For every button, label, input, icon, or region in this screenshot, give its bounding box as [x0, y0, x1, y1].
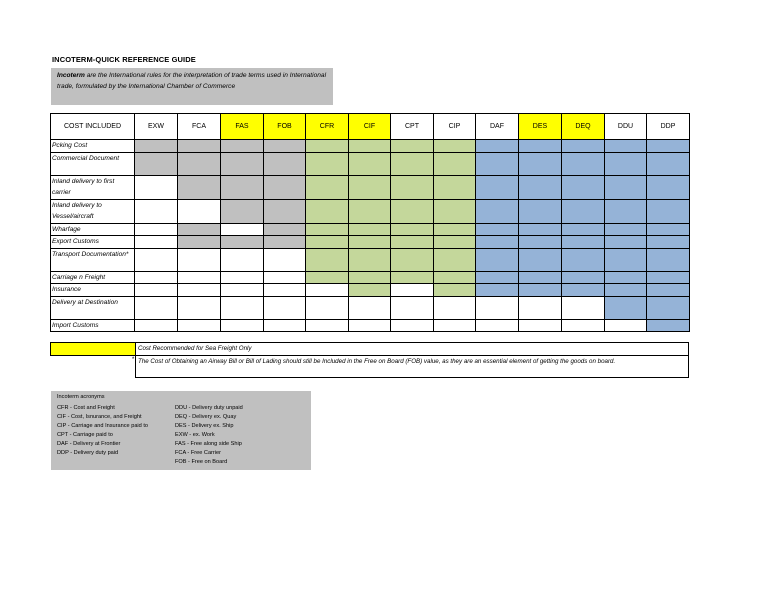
table-cell: [562, 319, 605, 332]
intro-text: are the International rules for the interpretation of trade terms used in International trade, formulated by the International Chamber of Commerce: [57, 72, 327, 90]
table-cell: [562, 199, 605, 223]
table-cell: [476, 140, 519, 153]
table-cell: [476, 152, 519, 175]
table-cell: [647, 319, 690, 332]
table-cell: [647, 271, 690, 284]
table-cell: [562, 296, 605, 319]
acronyms-list-left: [57, 404, 148, 458]
table-cell: [391, 271, 434, 284]
table-cell: [178, 223, 221, 236]
table-cell: [434, 140, 476, 153]
table-cell: [605, 319, 647, 332]
table-cell: [349, 248, 391, 271]
table-cell: [647, 152, 690, 175]
table-cell: [434, 248, 476, 271]
table-cell: [605, 152, 647, 175]
sea-freight-note: Cost Recommended for Sea Freight Only: [136, 343, 689, 356]
table-cell: [135, 319, 178, 332]
header-fas: FAS: [221, 114, 264, 140]
table-cell: [647, 284, 690, 297]
header-fob: FOB: [264, 114, 306, 140]
table-row: [51, 319, 690, 332]
table-cell: [178, 140, 221, 153]
header-ddp: DDP: [647, 114, 690, 140]
table-cell: [178, 236, 221, 249]
table-cell: [135, 296, 178, 319]
table-cell: [221, 319, 264, 332]
table-cell: [605, 248, 647, 271]
row-label: Commercial Document: [51, 152, 135, 175]
table-cell: [434, 152, 476, 175]
table-cell: [306, 271, 349, 284]
table-row: [51, 140, 690, 153]
table-cell: [349, 271, 391, 284]
table-cell: [264, 199, 306, 223]
table-cell: [178, 319, 221, 332]
table-cell: [264, 271, 306, 284]
table-cell: [391, 236, 434, 249]
table-cell: [519, 271, 562, 284]
table-cell: [434, 296, 476, 319]
row-label: Delivery at Destination: [51, 296, 135, 319]
table-cell: [562, 248, 605, 271]
table-cell: [476, 319, 519, 332]
table-cell: [178, 175, 221, 199]
table-cell: [178, 284, 221, 297]
table-cell: [221, 284, 264, 297]
table-cell: [349, 152, 391, 175]
table-cell: [476, 175, 519, 199]
footnote-star: *: [51, 356, 136, 378]
table-cell: [391, 248, 434, 271]
table-cell: [221, 248, 264, 271]
page-title: INCOTERM-QUICK REFERENCE GUIDE: [52, 55, 196, 64]
acronym-item: DAF - Delivery at Frontier: [57, 441, 121, 447]
table-cell: [349, 199, 391, 223]
table-cell: [562, 271, 605, 284]
table-cell: [306, 199, 349, 223]
acronym-item: FCA - Free Carrier: [175, 450, 221, 456]
table-cell: [647, 236, 690, 249]
table-cell: [178, 296, 221, 319]
table-cell: [264, 223, 306, 236]
table-cell: [135, 152, 178, 175]
table-cell: [476, 223, 519, 236]
table-cell: [306, 236, 349, 249]
table-row: [51, 199, 690, 223]
table-cell: [647, 175, 690, 199]
table-cell: [178, 248, 221, 271]
table-cell: [349, 284, 391, 297]
table-cell: [562, 284, 605, 297]
acronym-item: DDU - Delivery duty unpaid: [175, 405, 243, 411]
table-cell: [264, 284, 306, 297]
table-cell: [647, 223, 690, 236]
table-row: [51, 271, 690, 284]
table-cell: [349, 175, 391, 199]
table-cell: [135, 271, 178, 284]
table-cell: [519, 248, 562, 271]
table-cell: [135, 223, 178, 236]
table-cell: [605, 284, 647, 297]
table-cell: [264, 248, 306, 271]
table-cell: [135, 236, 178, 249]
table-cell: [306, 319, 349, 332]
table-cell: [306, 152, 349, 175]
table-cell: [391, 199, 434, 223]
table-cell: [221, 175, 264, 199]
table-cell: [264, 175, 306, 199]
table-cell: [349, 223, 391, 236]
table-cell: [519, 175, 562, 199]
table-row: [51, 284, 690, 297]
table-cell: [391, 175, 434, 199]
acronym-item: FAS - Free along side Ship: [175, 441, 242, 447]
table-cell: [178, 152, 221, 175]
table-cell: [562, 152, 605, 175]
table-row: [51, 152, 690, 175]
table-cell: [135, 284, 178, 297]
table-cell: [264, 152, 306, 175]
row-label: Export Customs: [51, 236, 135, 249]
table-cell: [519, 296, 562, 319]
acronym-item: CIF - Cost, Isnurance, and Freight: [57, 414, 142, 420]
table-cell: [135, 140, 178, 153]
header-exw: EXW: [135, 114, 178, 140]
table-cell: [476, 296, 519, 319]
table-row: [51, 236, 690, 249]
table-cell: [135, 248, 178, 271]
table-cell: [221, 236, 264, 249]
table-cell: [476, 236, 519, 249]
header-ddu: DDU: [605, 114, 647, 140]
table-cell: [221, 199, 264, 223]
table-cell: [434, 199, 476, 223]
acronyms-list-right: [175, 404, 243, 467]
table-cell: [264, 319, 306, 332]
table-cell: [605, 175, 647, 199]
table-cell: [519, 152, 562, 175]
table-cell: [476, 284, 519, 297]
table-cell: [562, 175, 605, 199]
table-cell: [391, 319, 434, 332]
table-row: [51, 175, 690, 199]
row-label: Carriage n Freight: [51, 271, 135, 284]
table-cell: [605, 296, 647, 319]
header-deq: DEQ: [562, 114, 605, 140]
table-cell: [647, 248, 690, 271]
acronyms-header: Incoterm acronyms: [57, 394, 105, 400]
incoterm-table: [50, 113, 690, 332]
table-cell: [434, 236, 476, 249]
table-cell: [434, 284, 476, 297]
notes-table: [50, 342, 689, 378]
acronyms-box: [51, 391, 311, 470]
table-cell: [519, 284, 562, 297]
table-cell: [391, 284, 434, 297]
table-cell: [349, 140, 391, 153]
table-cell: [178, 271, 221, 284]
row-label: Import Customs: [51, 319, 135, 332]
table-cell: [519, 140, 562, 153]
table-cell: [434, 319, 476, 332]
row-label: Inland delivery to Vessel/aircraft: [51, 199, 135, 223]
header-cost-included: COST INCLUDED: [51, 114, 135, 140]
acronym-item: FOB - Free on Board: [175, 459, 228, 465]
table-cell: [391, 140, 434, 153]
table-row: [51, 296, 690, 319]
row-label: Inland delivery to first carrier: [51, 175, 135, 199]
table-cell: [306, 248, 349, 271]
header-cfr: CFR: [306, 114, 349, 140]
table-cell: [434, 175, 476, 199]
table-cell: [221, 271, 264, 284]
table-cell: [135, 175, 178, 199]
table-cell: [221, 140, 264, 153]
row-label: Pcking Cost: [51, 140, 135, 153]
table-cell: [562, 236, 605, 249]
table-cell: [605, 271, 647, 284]
table-cell: [605, 223, 647, 236]
table-cell: [306, 140, 349, 153]
acronym-item: CIP - Carriage and Insurance paid to: [57, 423, 149, 429]
table-cell: [391, 296, 434, 319]
table-cell: [221, 152, 264, 175]
acronym-item: DDP - Delivery duty paid: [57, 450, 119, 456]
table-cell: [135, 199, 178, 223]
table-cell: [562, 223, 605, 236]
row-label: Wharfage: [51, 223, 135, 236]
acronym-item: DEQ - Delivery ex. Quay: [175, 414, 237, 420]
table-cell: [306, 284, 349, 297]
table-cell: [306, 175, 349, 199]
row-label: Insurance: [51, 284, 135, 297]
table-cell: [605, 236, 647, 249]
header-daf: DAF: [476, 114, 519, 140]
table-cell: [476, 271, 519, 284]
table-cell: [647, 140, 690, 153]
table-cell: [306, 223, 349, 236]
table-cell: [434, 271, 476, 284]
row-label: Transport Documentation*: [51, 248, 135, 271]
table-cell: [264, 236, 306, 249]
header-des: DES: [519, 114, 562, 140]
table-cell: [306, 296, 349, 319]
table-cell: [605, 199, 647, 223]
table-cell: [221, 223, 264, 236]
table-cell: [647, 296, 690, 319]
table-cell: [519, 199, 562, 223]
table-cell: [647, 199, 690, 223]
acronym-item: CPT - Carriage paid to: [57, 432, 113, 438]
header-cip: CIP: [434, 114, 476, 140]
table-cell: [349, 236, 391, 249]
table-cell: [264, 140, 306, 153]
header-fca: FCA: [178, 114, 221, 140]
header-cpt: CPT: [391, 114, 434, 140]
table-cell: [178, 199, 221, 223]
table-cell: [562, 140, 605, 153]
sea-freight-swatch: [51, 343, 136, 356]
table-cell: [391, 152, 434, 175]
table-row: [51, 223, 690, 236]
table-cell: [391, 223, 434, 236]
acronym-item: EXW - ex. Work: [175, 432, 215, 438]
table-cell: [605, 140, 647, 153]
intro-box: [51, 68, 333, 105]
footnote-text: The Cost of Obtaining an Airway Bill or Bill of Lading should still be Included in the Free on Board (FOB) value, as they are an essential element of getting the goods on board.: [136, 356, 689, 378]
header-cif: CIF: [349, 114, 391, 140]
table-cell: [434, 223, 476, 236]
table-cell: [476, 199, 519, 223]
table-cell: [264, 296, 306, 319]
table-row: [51, 248, 690, 271]
acronym-item: DES - Delivery ex. Ship: [175, 423, 234, 429]
table-cell: [221, 296, 264, 319]
table-cell: [476, 248, 519, 271]
acronym-item: CFR - Cost and Freight: [57, 405, 115, 411]
intro-term: Incoterm: [57, 72, 85, 79]
table-cell: [519, 319, 562, 332]
table-cell: [519, 236, 562, 249]
table-cell: [519, 223, 562, 236]
table-cell: [349, 296, 391, 319]
table-cell: [349, 319, 391, 332]
table-header-row: [51, 114, 690, 140]
